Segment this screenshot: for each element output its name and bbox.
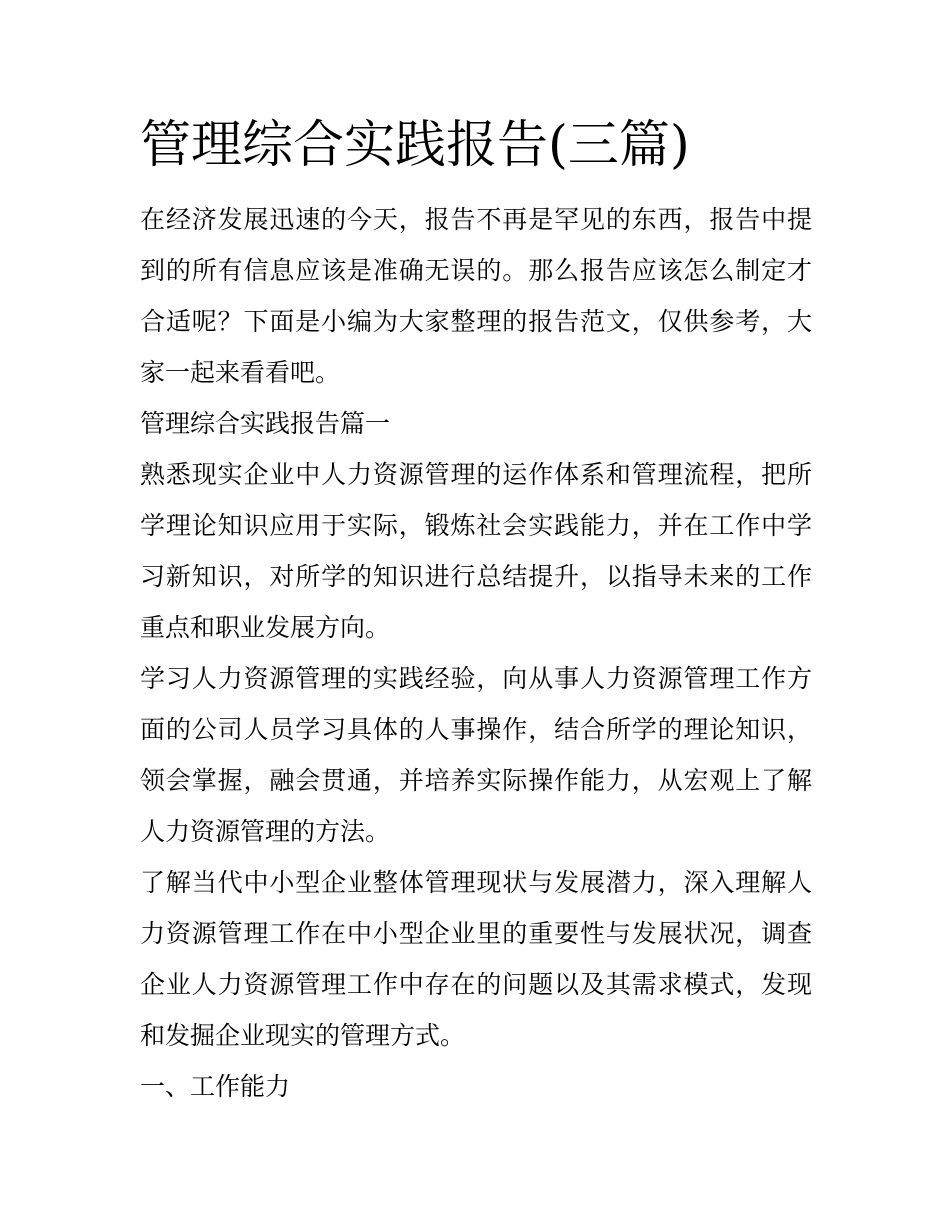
document-title: 管理综合实践报告(三篇) [140, 116, 690, 175]
body-paragraph-1: 熟悉现实企业中人力资源管理的运作体系和管理流程，把所学理论知识应用于实际，锻炼社会实践能力，并在工作中学习新知识，对所学的知识进行总结提升，以指导未来的工作重点和职业发展方向。 [140, 460, 812, 642]
document-content [140, 112, 812, 1112]
section-heading-part-one: 管理综合实践报告篇一 [140, 409, 391, 438]
body-paragraph-2: 学习人力资源管理的实践经验，向从事人力资源管理工作方面的公司人员学习具体的人事操作，结合所学的理论知识，领会掌握，融会贯通，并培养实际操作能力，从宏观上了解人力资源管理的方法。 [140, 664, 812, 846]
body-paragraph-3: 了解当代中小型企业整体管理现状与发展潜力，深入理解人力资源管理工作在中小型企业里的重要性与发展状况，调查企业人力资源管理工作中存在的问题以及其需求模式，发现和发掘企业现实的管理方式。 [140, 868, 812, 1050]
intro-paragraph: 在经济发展迅速的今天，报告不再是罕见的东西，报告中提到的所有信息应该是准确无误的。那么报告应该怎么制定才合适呢？下面是小编为大家整理的报告范文，仅供参考，大家一起来看看吧。 [140, 205, 812, 387]
subheading-work-ability: 一、工作能力 [140, 1072, 291, 1101]
